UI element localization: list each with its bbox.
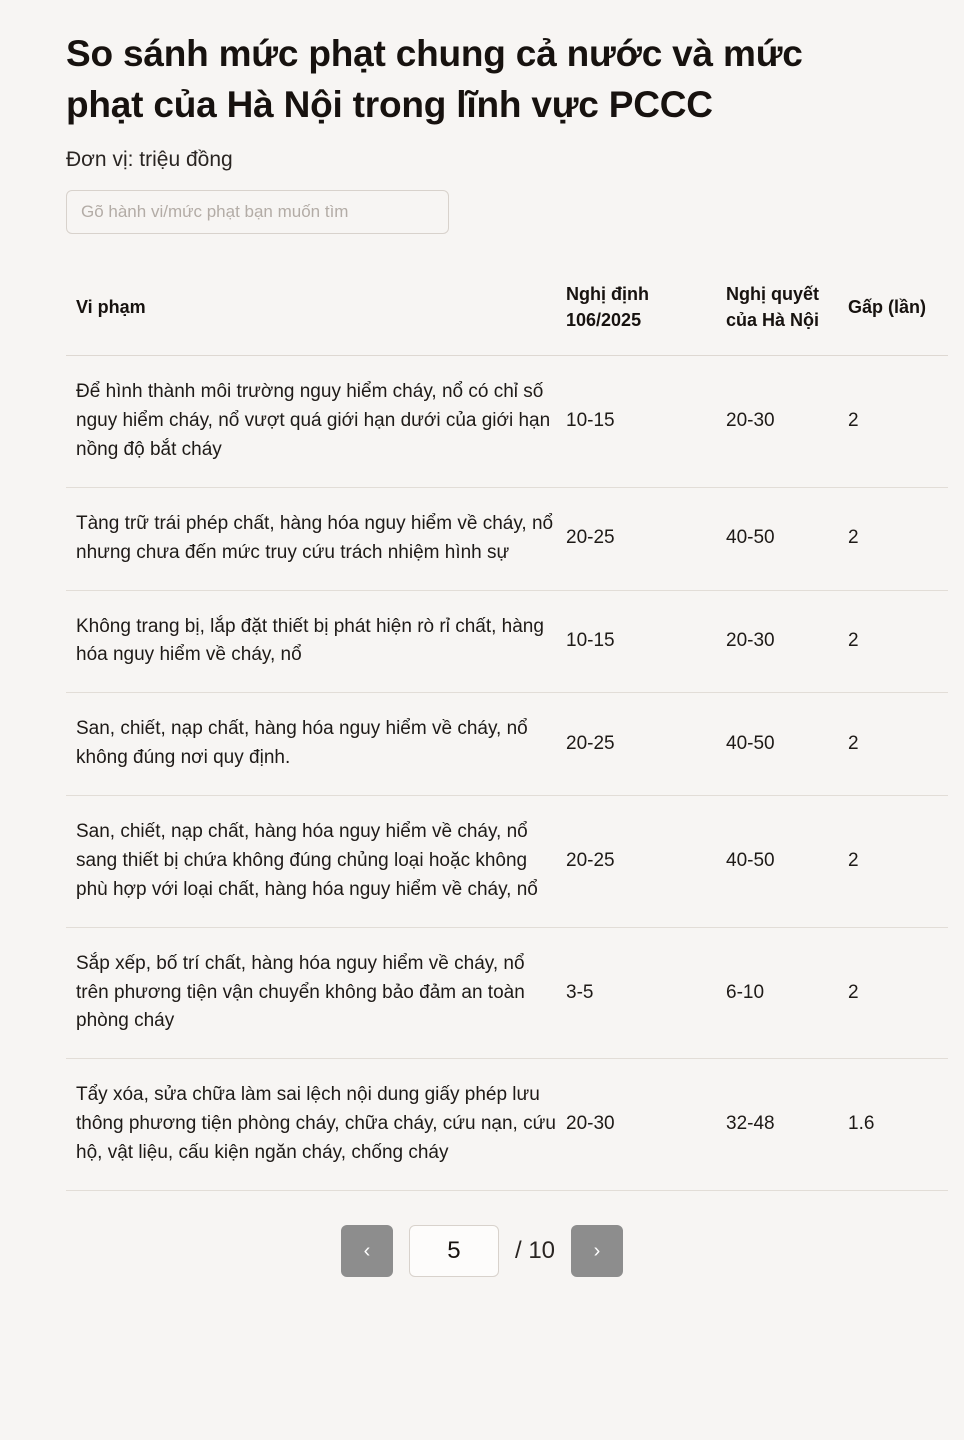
search-input[interactable] — [66, 190, 449, 234]
table-row — [66, 590, 948, 693]
table-row — [66, 693, 948, 796]
cell-hanoi: 32-48 — [716, 1059, 838, 1191]
table-row — [66, 356, 948, 488]
table-header-row — [66, 272, 948, 356]
cell-violation: San, chiết, nạp chất, hàng hóa nguy hiểm về cháy, nổ sang thiết bị chứa không đúng chủng loại hoặc không phù hợp với loại chất, hàng hóa nguy hiểm về cháy, nổ — [66, 796, 556, 928]
current-page-input[interactable]: 5 — [409, 1225, 499, 1277]
cell-multiplier: 2 — [838, 356, 948, 488]
cell-violation: Không trang bị, lắp đặt thiết bị phát hiện rò rỉ chất, hàng hóa nguy hiểm về cháy, nổ — [66, 590, 556, 693]
cell-multiplier: 2 — [838, 693, 948, 796]
unit-label: Đơn vị: triệu đồng — [66, 148, 233, 172]
cell-decree: 10-15 — [556, 356, 716, 488]
previous-page-button[interactable]: ‹ — [341, 1225, 393, 1277]
page-title: So sánh mức phạt chung cả nước và mức phạt của Hà Nội trong lĩnh vực PCCC — [66, 33, 803, 126]
column-header-decree: Nghị định 106/2025 — [556, 272, 716, 356]
cell-hanoi: 20-30 — [716, 356, 838, 488]
table-row — [66, 927, 948, 1059]
cell-decree: 20-25 — [556, 693, 716, 796]
cell-violation: Sắp xếp, bố trí chất, hàng hóa nguy hiểm về cháy, nổ trên phương tiện vận chuyển không bảo đảm an toàn phòng cháy — [66, 927, 556, 1059]
cell-hanoi: 40-50 — [716, 487, 838, 590]
cell-hanoi: 6-10 — [716, 927, 838, 1059]
cell-multiplier: 2 — [838, 590, 948, 693]
cell-multiplier: 2 — [838, 796, 948, 928]
next-page-button[interactable]: › — [571, 1225, 623, 1277]
cell-hanoi: 40-50 — [716, 796, 838, 928]
cell-multiplier: 2 — [838, 927, 948, 1059]
cell-decree: 20-30 — [556, 1059, 716, 1191]
total-pages-label: / 10 — [514, 1236, 556, 1264]
cell-multiplier: 2 — [838, 487, 948, 590]
column-header-hanoi: Nghị quyết của Hà Nội — [716, 272, 838, 356]
table-row — [66, 1059, 948, 1191]
column-header-violation: Vi phạm — [66, 272, 556, 356]
cell-violation: Tàng trữ trái phép chất, hàng hóa nguy hiểm về cháy, nổ nhưng chưa đến mức truy cứu trách nhiệm hình sự — [66, 487, 556, 590]
cell-hanoi: 20-30 — [716, 590, 838, 693]
cell-decree: 20-25 — [556, 796, 716, 928]
table-row — [66, 796, 948, 928]
column-header-multiplier: Gấp (lần) — [838, 272, 948, 356]
cell-violation: Tẩy xóa, sửa chữa làm sai lệch nội dung giấy phép lưu thông phương tiện phòng cháy, chữa cháy, cứu nạn, cứu hộ, vật liệu, cấu kiện ngăn cháy, chống cháy — [66, 1059, 556, 1191]
cell-decree: 20-25 — [556, 487, 716, 590]
table-header — [66, 272, 948, 356]
cell-violation: San, chiết, nạp chất, hàng hóa nguy hiểm về cháy, nổ không đúng nơi quy định. — [66, 693, 556, 796]
cell-hanoi: 40-50 — [716, 693, 838, 796]
table-row — [66, 487, 948, 590]
cell-decree: 3-5 — [556, 927, 716, 1059]
cell-multiplier: 1.6 — [838, 1059, 948, 1191]
table-body — [66, 356, 948, 1191]
cell-violation: Để hình thành môi trường nguy hiểm cháy, nổ có chỉ số nguy hiểm cháy, nổ vượt quá giới hạn dưới của giới hạn nồng độ bắt cháy — [66, 356, 556, 488]
cell-decree: 10-15 — [556, 590, 716, 693]
search-container — [66, 190, 898, 234]
comparison-table — [66, 272, 948, 1191]
pagination — [66, 1225, 898, 1303]
